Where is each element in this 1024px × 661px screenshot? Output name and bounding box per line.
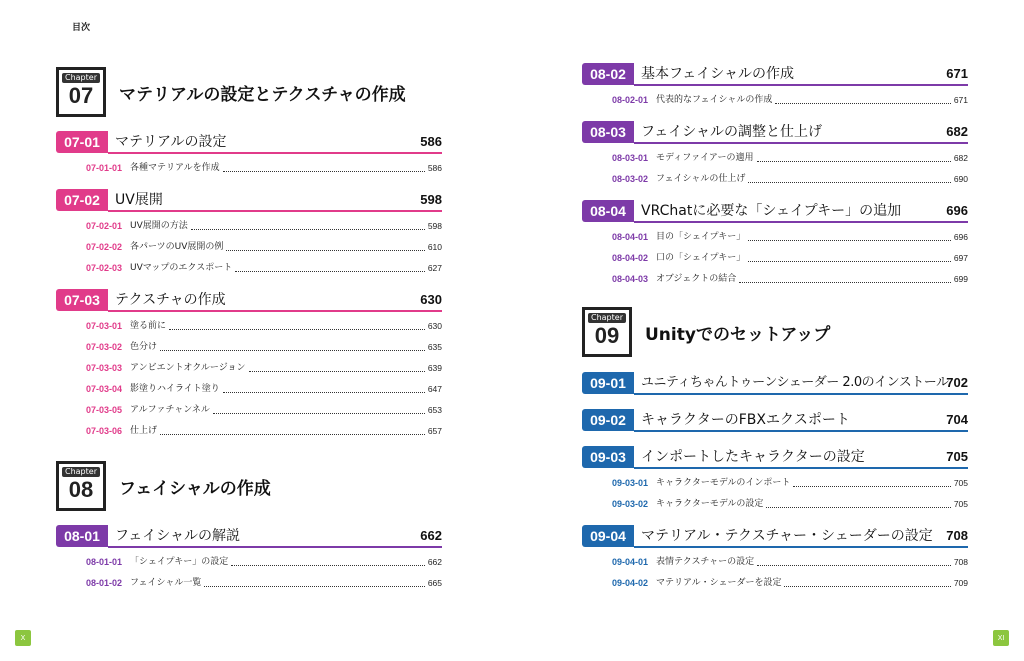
section-09-03[interactable] [582, 446, 968, 468]
entry-title: UV展開の方法 [130, 221, 188, 231]
toc-entry[interactable] [56, 319, 442, 333]
leader-dots [204, 579, 424, 587]
toc-entry[interactable] [56, 261, 442, 275]
section-code: 09-01 [582, 372, 634, 394]
section-code: 08-03 [582, 121, 634, 143]
chapter-09-heading [582, 306, 830, 358]
leader-dots [191, 222, 425, 230]
leader-dots [169, 322, 425, 330]
section-rule [108, 152, 442, 154]
section-rule [634, 393, 968, 395]
entry-page: 630 [427, 321, 442, 331]
leader-dots [748, 175, 950, 183]
entry-code: 07-03-03 [86, 363, 123, 373]
section-code: 08-02 [582, 63, 634, 85]
entry-page: 662 [427, 557, 442, 567]
toc-entry[interactable] [582, 576, 968, 590]
chapter-number: 07 [68, 83, 94, 108]
entry-code: 08-03-01 [612, 153, 649, 163]
chapter-title: フェイシャルの作成 [119, 478, 271, 499]
entry-code: 08-01-02 [86, 578, 123, 588]
section-title: マテリアルの設定 [115, 134, 227, 150]
leader-dots [226, 243, 424, 251]
section-page: 598 [420, 192, 442, 207]
entry-code: 07-03-06 [86, 426, 123, 436]
entry-code: 08-04-02 [612, 253, 649, 263]
entry-page: 653 [427, 405, 442, 415]
entry-code: 07-02-02 [86, 242, 123, 252]
entry-page: 705 [953, 478, 968, 488]
entry-title: キャラクターモデルのインポート [656, 478, 791, 488]
leader-dots [235, 264, 425, 272]
toc-entry[interactable] [56, 240, 442, 254]
entry-page: 709 [953, 578, 968, 588]
section-09-02[interactable] [582, 409, 968, 431]
entry-page: 696 [953, 232, 968, 242]
toc-heading: 目次 [72, 23, 91, 33]
section-rule [634, 142, 968, 144]
entry-code: 08-02-01 [612, 95, 649, 105]
section-code: 07-02 [56, 189, 108, 211]
entry-title: 塗る前に [130, 321, 167, 331]
entry-code: 09-03-02 [612, 499, 649, 509]
toc-entry[interactable] [56, 361, 442, 375]
section-code: 08-01 [56, 525, 108, 547]
section-code: 07-01 [56, 131, 108, 153]
section-page: 662 [420, 528, 442, 543]
chapter-title: マテリアルの設定とテクスチャの作成 [119, 84, 406, 105]
toc-entry[interactable] [582, 555, 968, 569]
entry-code: 09-04-01 [612, 557, 649, 567]
leader-dots [748, 254, 951, 262]
page-folio-left: X [15, 630, 31, 646]
chapter-label: Chapter [588, 313, 626, 323]
section-page: 702 [946, 375, 968, 390]
section-rule [634, 467, 968, 469]
section-title: ユニティちゃんトゥーンシェーダー 2.0のインストール [641, 375, 949, 390]
entry-code: 07-02-01 [86, 221, 123, 231]
section-rule [634, 221, 968, 223]
leader-dots [213, 406, 425, 414]
section-08-02[interactable] [582, 63, 968, 85]
section-07-02[interactable] [56, 189, 442, 211]
toc-entry[interactable] [56, 424, 442, 438]
leader-dots [249, 364, 425, 372]
section-title: テクスチャの作成 [115, 292, 226, 308]
section-page: 682 [946, 124, 968, 139]
section-page: 708 [946, 528, 968, 543]
entry-page: 598 [427, 221, 442, 231]
entry-page: 635 [427, 342, 442, 352]
entry-page: 697 [953, 253, 968, 263]
chapter-07-heading [56, 66, 406, 118]
entry-page: 657 [427, 426, 442, 436]
chapter-08-heading [56, 460, 271, 512]
section-title: マテリアル・テクスチャー・シェーダーの設定 [641, 528, 933, 544]
chapter-box [582, 307, 632, 357]
section-page: 705 [946, 449, 968, 464]
entry-title: キャラクターモデルの設定 [656, 499, 764, 509]
entry-title: マテリアル・シェーダーを設定 [656, 578, 782, 588]
leader-dots [757, 154, 951, 162]
section-rule [108, 310, 442, 312]
section-08-01[interactable] [56, 525, 442, 547]
chapter-number: 09 [594, 323, 620, 348]
toc-entry[interactable] [582, 93, 968, 107]
section-08-04[interactable] [582, 200, 968, 222]
entry-code: 08-01-01 [86, 557, 123, 567]
chapter-title: Unityでのセットアップ [645, 324, 831, 345]
toc-entry[interactable] [582, 476, 968, 490]
entry-title: 表情テクスチャーの設定 [656, 557, 755, 567]
toc-entry[interactable] [56, 555, 442, 569]
section-title: フェイシャルの解説 [115, 528, 241, 544]
section-07-01[interactable] [56, 131, 442, 153]
section-rule [634, 84, 968, 86]
entry-page: 647 [427, 384, 442, 394]
entry-title: 各パーツのUV展開の例 [130, 242, 224, 252]
section-rule [634, 546, 968, 548]
section-code: 07-03 [56, 289, 108, 311]
section-09-01[interactable] [582, 372, 968, 394]
section-08-03[interactable] [582, 121, 968, 143]
entry-page: 708 [953, 557, 968, 567]
section-title: VRChatに必要な「シェイプキー」の追加 [641, 203, 902, 219]
section-page: 630 [420, 292, 442, 307]
entry-page: 627 [427, 263, 442, 273]
entry-page: 682 [953, 153, 968, 163]
entry-title: 各種マテリアルを作成 [130, 163, 220, 173]
section-title: UV展開 [115, 192, 163, 208]
section-title: キャラクターのFBXエクスポート [641, 412, 850, 428]
leader-dots [223, 164, 425, 172]
entry-page: 705 [953, 499, 968, 509]
section-code: 08-04 [582, 200, 634, 222]
section-title: インポートしたキャラクターの設定 [641, 449, 865, 465]
entry-title: UVマップのエクスポート [130, 263, 233, 273]
section-page: 696 [946, 203, 968, 218]
section-page: 586 [420, 134, 442, 149]
entry-page: 639 [427, 363, 442, 373]
entry-title: 代表的なフェイシャルの作成 [656, 95, 773, 105]
section-09-04[interactable] [582, 525, 968, 547]
chapter-box [56, 67, 106, 117]
section-page: 704 [946, 412, 968, 427]
toc-entry[interactable] [56, 382, 442, 396]
section-rule [108, 210, 442, 212]
entry-page: 610 [427, 242, 442, 252]
entry-code: 09-04-02 [612, 578, 649, 588]
section-code: 09-03 [582, 446, 634, 468]
toc-entry[interactable] [582, 230, 968, 244]
leader-dots [766, 500, 950, 508]
leader-dots [231, 558, 425, 566]
leader-dots [223, 385, 425, 393]
entry-page: 690 [953, 174, 968, 184]
leader-dots [784, 579, 950, 587]
leader-dots [757, 558, 951, 566]
section-code: 09-04 [582, 525, 634, 547]
leader-dots [160, 427, 425, 435]
toc-entry[interactable] [56, 403, 442, 417]
section-07-03[interactable] [56, 289, 442, 311]
section-page: 671 [946, 66, 968, 81]
entry-code: 07-01-01 [86, 163, 123, 173]
entry-page: 665 [427, 578, 442, 588]
entry-title: アンビエントオクルージョン [130, 363, 246, 373]
toc-entry[interactable] [582, 172, 968, 186]
entry-title: 仕上げ [130, 426, 158, 436]
chapter-number: 08 [68, 477, 94, 502]
leader-dots [160, 343, 425, 351]
entry-title: フェイシャルの仕上げ [656, 174, 746, 184]
entry-title: フェイシャル一覧 [130, 578, 202, 588]
section-rule [108, 546, 442, 548]
entry-title: アルファチャンネル [130, 405, 210, 415]
leader-dots [775, 96, 950, 104]
entry-code: 07-02-03 [86, 263, 123, 273]
entry-title: 口の「シェイプキー」 [656, 253, 746, 263]
entry-title: 目の「シェイプキー」 [656, 232, 746, 242]
entry-code: 07-03-01 [86, 321, 123, 331]
leader-dots [748, 233, 951, 241]
entry-title: 色分け [130, 342, 158, 352]
toc-entry[interactable] [56, 576, 442, 590]
page-folio-right: XI [993, 630, 1009, 646]
entry-page: 586 [427, 163, 442, 173]
section-title: 基本フェイシャルの作成 [641, 66, 795, 82]
entry-code: 07-03-05 [86, 405, 123, 415]
toc-entry[interactable] [582, 251, 968, 265]
entry-page: 671 [953, 95, 968, 105]
entry-code: 09-03-01 [612, 478, 649, 488]
entry-page: 699 [953, 274, 968, 284]
section-code: 09-02 [582, 409, 634, 431]
toc-entry[interactable] [582, 497, 968, 511]
entry-code: 08-03-02 [612, 174, 649, 184]
entry-title: モディファイアーの適用 [656, 153, 754, 163]
leader-dots [739, 275, 951, 283]
toc-entry[interactable] [56, 161, 442, 175]
chapter-box [56, 461, 106, 511]
entry-title: 「シェイプキー」の設定 [130, 557, 229, 567]
section-rule [634, 430, 968, 432]
entry-code: 07-03-04 [86, 384, 123, 394]
entry-code: 08-04-03 [612, 274, 649, 284]
entry-code: 08-04-01 [612, 232, 649, 242]
entry-title: オブジェクトの結合 [656, 274, 737, 284]
toc-entry[interactable] [56, 219, 442, 233]
toc-entry[interactable] [582, 272, 968, 286]
toc-entry[interactable] [56, 340, 442, 354]
section-title: フェイシャルの調整と仕上げ [641, 124, 823, 140]
chapter-label: Chapter [62, 73, 100, 83]
entry-title: 影塗りハイライト塗り [130, 384, 220, 394]
leader-dots [793, 479, 950, 487]
toc-entry[interactable] [582, 151, 968, 165]
entry-code: 07-03-02 [86, 342, 123, 352]
chapter-label: Chapter [62, 467, 100, 477]
